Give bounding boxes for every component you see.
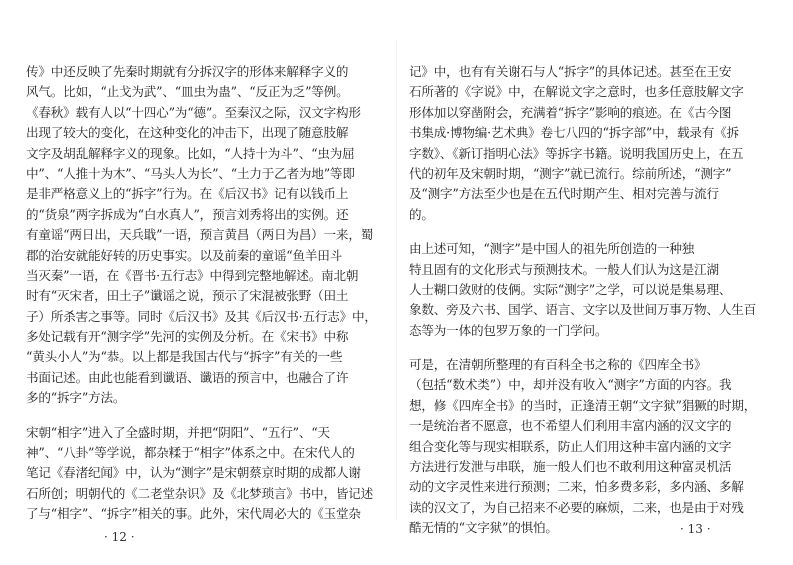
text-line: 的。: [409, 206, 434, 222]
text-line: 象数、旁及六书、国学、语言、文字以及世间万事万物、人生百: [409, 302, 757, 318]
text-line: （包括“数术类”）中，却并没有收入“测字”方面的内容。我: [409, 377, 732, 393]
text-line: 有童谣“两日出，天兵戢”一语，预言黄昌（两日为昌）一来，蜀: [26, 227, 374, 243]
text-line: 态等为一体的包罗万象的一门学问。: [409, 322, 608, 338]
text-line: 多处记载有开“测字学”先河的实例及分析。在《宋书》中称: [26, 329, 349, 345]
text-line: 是非严格意义上的“拆字”行为。在《后汉书》记有以钱币上: [26, 186, 349, 202]
paragraph: [409, 62, 764, 225]
text-line: 动的文字灵性来进行预测；二来，怕多费多彩，多内涵、多解: [409, 479, 744, 495]
right-page: [409, 62, 764, 539]
text-line: 想，修《四库全书》的当时，正逢清王朝“文字狱”猖獗的时期，: [409, 397, 757, 413]
text-line: 当灭秦”一语，在《晋书·五行志》中得到完整地解述。南北朝: [26, 267, 359, 283]
paragraph-gap: [409, 225, 764, 239]
text-line: 文字及胡乱解释字义的现象。比如，“人持十为斗”、“虫为屈: [26, 145, 355, 161]
right-page-body: [409, 62, 764, 539]
text-line: 出现了较大的变化，在这种变化的冲击下，出现了随意肢解: [26, 125, 349, 141]
text-line: 《春秋》载有人以“十四心”为“德”。至秦汉之际，汉文字构形: [26, 104, 361, 120]
text-line: 字数》、《新订指明心法》等拆字书籍。说明我国历史上，在五: [409, 145, 744, 161]
text-line: 书集成·博物编·艺术典》卷七八四的“拆字部”中，载录有《拆: [409, 125, 739, 141]
text-line: 子）所杀害之事等。同时《后汉书》及其《后汉书·五行志》中，: [26, 308, 377, 324]
text-line: 的“货泉”两字拆成为“白水真人”，预言刘秀将出的实例。还: [26, 206, 349, 222]
text-line: 了与“相字”、“拆字”相关的事。此外，宋代周必大的《玉堂杂: [26, 506, 361, 522]
text-line: 时有“灭宋者，田土子”谶谣之说，预示了宋混被张野（田土: [26, 288, 349, 304]
text-line: “黄头小人”为“恭。以上都是我国古代与“拆字”有关的一些: [26, 349, 343, 365]
text-line: 组合变化等与现实相联系，防止人们用这种丰富内涵的文字: [409, 438, 732, 454]
text-line: 神”、“八卦”等学说，都杂糅于“相字”体系之中。在宋代人的: [26, 445, 355, 461]
text-line: 传》中还反映了先秦时期就有分拆汉字的形体来解释字义的: [26, 64, 349, 79]
text-line: 中”、“人推十为木”、“马头人为长”、“土力于乙者为地”等即: [26, 165, 355, 181]
text-line: 书面记述。由此也能看到谶语、谶语的预言中，也融合了许: [26, 369, 349, 385]
text-line: 由上述可知，“测字”是中国人的祖先所创造的一种独: [409, 241, 695, 257]
text-line: 人士糊口敛财的伎俩。实际“测字”之学，可以说是集易理、: [409, 281, 732, 297]
paragraph: [26, 62, 381, 409]
left-page-body: [26, 62, 381, 525]
book-spine: [396, 40, 397, 520]
text-line: 笔记《春渚纪闻》中，认为“测字”是宋朝蔡京时期的成都人谢: [26, 465, 361, 481]
paragraph-gap: [409, 341, 764, 355]
text-line: 及“测字”方法至少也是在五代时期产生、相对完善与流行: [409, 186, 719, 202]
paragraph: [409, 355, 764, 539]
text-line: 记》中，也有有关谢石与人“拆字”的具体记述。甚至在王安: [409, 64, 732, 79]
left-page: [26, 62, 381, 525]
text-line: 风气。比如，“止戈为武”、“皿虫为蛊”、“反正为乏”等例。: [26, 84, 349, 100]
text-line: 宋朝“相字”进入了全盛时期，并把“阴阳”、“五行”、“天: [26, 424, 330, 440]
paragraph-gap: [26, 409, 381, 423]
text-line: 多的“拆字”方法。: [26, 390, 126, 406]
text-line: 特且固有的文化形式与预测技术。一般人们认为这是江湖: [409, 261, 719, 277]
text-line: 石所创；明朝代的《二老堂杂识》及《北梦琐言》书中，皆记述: [26, 485, 374, 501]
text-line: 一是统治者不愿意，也不希望人们利用丰富内涵的汉文字的: [409, 418, 732, 434]
text-line: 代的初年及宋朝时期，“测字”就已流行。综前所述，“测字”: [409, 165, 732, 181]
text-line: 石所著的《字说》中，在解说文字之意时，也多任意肢解文字: [409, 84, 744, 100]
paragraph: [409, 239, 764, 341]
text-line: 方法进行发泄与串联，施一般人们也不敢利用这种富灵机活: [409, 459, 732, 475]
text-line: 郡的治安就能好转的历史事实。以及前秦的童谣“鱼羊田斗: [26, 247, 343, 263]
left-page-number: · 12 ·: [104, 530, 135, 544]
paragraph: [26, 423, 381, 525]
text-line: 形体加以穿凿附会，充满着“拆字”影响的痕迹。在《古今图: [409, 104, 732, 120]
right-page-number: · 13 ·: [680, 522, 711, 536]
text-line: 读的汉文了，为自己招来不必要的麻烦，二来，也是由于对残: [409, 499, 744, 515]
text-line: 可是，在清朝所整理的有百科全书之称的《四库全书》: [409, 357, 707, 373]
text-line: 酷无情的“文字狱”的惧怕。: [409, 520, 558, 536]
